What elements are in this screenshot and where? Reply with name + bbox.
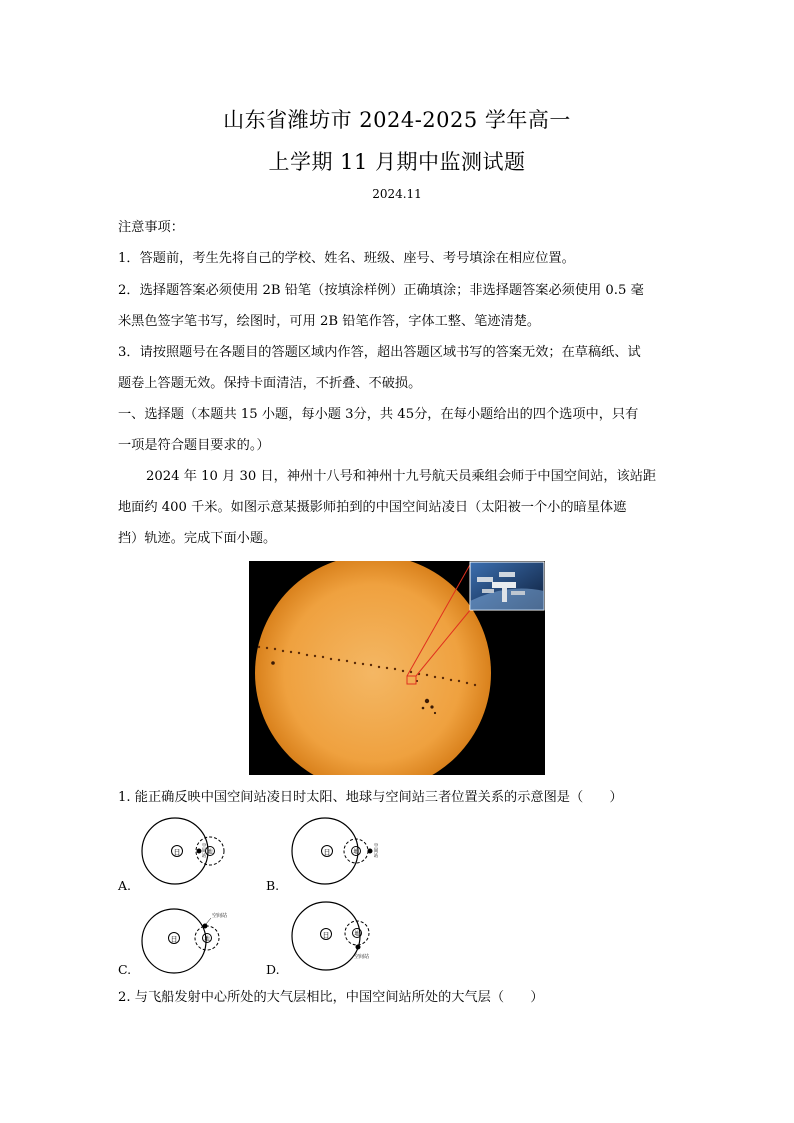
station-label-a2: 间	[201, 849, 207, 854]
notes-item-2-line1: 2．选择题答案必须使用 2B 铅笔（按填涂样例）正确填涂；非选择题答案必须使用 0.5 毫	[118, 283, 644, 298]
option-b-diagram[interactable]	[290, 815, 390, 887]
option-b-label[interactable]: B.	[266, 878, 280, 893]
notes-item-3-line1: 3．请按照题号在各题目的答题区域内作答，超出答题区域书写的答案无效；在草稿纸、试	[118, 345, 641, 360]
section1-heading-line2: 一项是符合题目要求的。）	[118, 438, 270, 453]
svg-text:空: 空	[373, 844, 379, 849]
question-2: 2. 与飞船发射中心所处的大气层相比，中国空间站所处的大气层（ ）	[118, 990, 544, 1005]
sun-label: 日	[323, 848, 331, 857]
exam-title-line1: 山东省潍坊市 2024-2025 学年高一	[223, 108, 571, 132]
exam-date: 2024.11	[372, 187, 422, 201]
svg-text:站: 站	[373, 854, 379, 859]
option-c-label[interactable]: C.	[118, 962, 132, 977]
passage-line3: 挡）轨迹。完成下面小题。	[118, 531, 277, 546]
earth-label: 地	[354, 931, 360, 938]
earth-label: 地	[204, 936, 210, 943]
station-label-a3: 站	[201, 854, 207, 859]
option-d-label[interactable]: D.	[266, 962, 280, 977]
notes-item-2-line2: 米黑色签字笔书写，绘图时，可用 2B 铅笔作答，字体工整、笔迹清楚。	[118, 314, 541, 329]
option-d-diagram[interactable]	[288, 900, 388, 972]
option-a-label[interactable]: A.	[118, 878, 132, 893]
station-label: 空间站	[354, 954, 370, 960]
notes-heading: 注意事项：	[118, 220, 184, 235]
notes-item-1: 1．答题前，考生先将自己的学校、姓名、班级、座号、考号填涂在相应位置。	[118, 251, 575, 266]
station-label-a1: 空	[201, 844, 207, 849]
notes-item-3-line2: 题卷上答题无效。保持卡面清洁，不折叠、不破损。	[118, 376, 422, 391]
earth-label: 地	[353, 849, 359, 856]
svg-text:间: 间	[373, 849, 379, 854]
station-label: 空间站	[212, 913, 228, 919]
passage-line1: 2024 年 10 月 30 日，神州十八号和神州十九号航天员乘组会师于中国空间站，该站距	[146, 469, 657, 484]
option-c-diagram[interactable]	[138, 905, 238, 977]
passage-line2: 地面约 400 千米。如图示意某摄影师拍到的中国空间站凌日（太阳被一个小的暗星体遮	[118, 500, 627, 515]
earth-label: 地	[207, 849, 213, 856]
sun-transit-svg	[249, 561, 545, 775]
section1-heading-line1: 一、选择题（本题共 15 小题，每小题 3分，共 45分，在每小题给出的四个选项中，只有	[118, 407, 639, 422]
sun-disk	[255, 561, 491, 775]
sun-label: 日	[170, 935, 178, 944]
sun-label: 日	[173, 848, 181, 857]
space-station-inset	[470, 562, 544, 610]
exam-title-line2: 上学期 11 月期中监测试题	[268, 150, 526, 174]
sun-transit-photo	[249, 561, 545, 775]
sun-label: 日	[322, 931, 330, 940]
option-a-diagram[interactable]	[140, 815, 240, 887]
question-1: 1. 能正确反映中国空间站凌日时太阳、地球与空间站三者位置关系的示意图是（ ）	[118, 790, 623, 805]
